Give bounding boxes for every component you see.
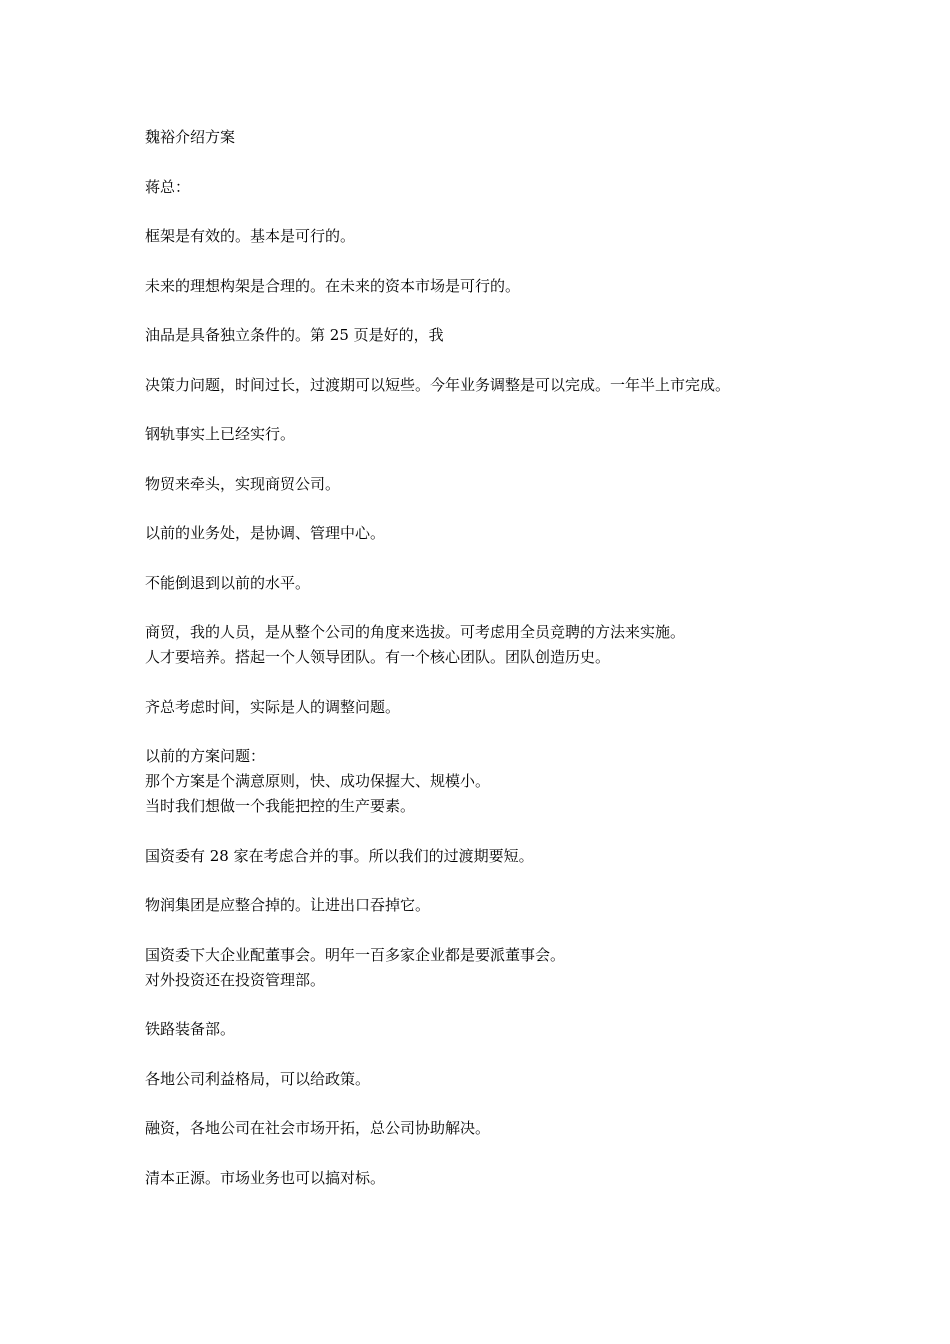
paragraph-line: 物润集团是应整合掉的。让进出口吞掉它。: [145, 896, 431, 914]
paragraph: [145, 521, 845, 546]
paragraph-list: [145, 224, 845, 1191]
paragraph-line: 未来的理想构架是合理的。在未来的资本市场是可行的。: [145, 276, 521, 295]
salutation-text: 蒋总：: [145, 177, 191, 196]
document-title: [145, 125, 845, 150]
paragraph-line: 那个方案是个满意原则，快、成功保握大、规模小。: [145, 772, 491, 790]
paragraph: [145, 422, 845, 447]
paragraph-line: 清本正源。市场业务也可以搞对标。: [145, 1168, 386, 1187]
paragraph-line: 不能倒退到以前的水平。: [145, 573, 311, 592]
paragraph: [145, 1067, 845, 1092]
paragraph-line: 物贸来牵头，实现商贸公司。: [145, 474, 341, 493]
title-text: 魏裕介绍方案: [145, 128, 236, 146]
paragraph-line: 决策力问题，时间过长，过渡期可以短些。今年业务调整是可以完成。一年半上市完成。: [145, 375, 731, 394]
paragraph: [145, 695, 845, 720]
paragraph-line: 融资，各地公司在社会市场开拓，总公司协助解决。: [145, 1119, 491, 1137]
document-body: [145, 125, 845, 1215]
paragraph-line: 人才要培养。搭起一个人领导团队。有一个核心团队。团队创造历史。: [145, 648, 611, 666]
paragraph-line: 各地公司利益格局，可以给政策。: [145, 1069, 371, 1088]
paragraph-line: 对外投资还在投资管理部。: [145, 970, 326, 989]
paragraph-line: 当时我们想做一个我能把控的生产要素。: [145, 797, 416, 815]
paragraph: [145, 844, 845, 869]
paragraph-line: 铁路装备部。: [145, 1020, 236, 1038]
paragraph-line: 油品是具备独立条件的。第 25 页是好的，我: [145, 326, 444, 344]
paragraph-line: 商贸，我的人员，是从整个公司的角度来选拔。可考虑用全员竞聘的方法来实施。: [145, 623, 686, 641]
paragraph-line: 以前的方案问题：: [145, 747, 266, 765]
paragraph-line: 国资委有 28 家在考虑合并的事。所以我们的过渡期要短。: [145, 846, 534, 865]
paragraph: [145, 1116, 845, 1141]
paragraph: [145, 373, 845, 398]
paragraph: [145, 1166, 845, 1191]
paragraph-line: 框架是有效的。基本是可行的。: [145, 227, 356, 245]
paragraph: [145, 620, 845, 670]
paragraph: [145, 744, 845, 819]
paragraph: [145, 571, 845, 596]
paragraph-line: 钢轨事实上已经实行。: [145, 425, 296, 443]
paragraph-line: 齐总考虑时间，实际是人的调整问题。: [145, 697, 401, 716]
paragraph-line: 国资委下大企业配董事会。明年一百多家企业都是要派董事会。: [145, 945, 566, 964]
salutation: [145, 175, 845, 200]
paragraph-line: 以前的业务处，是协调、管理中心。: [145, 524, 386, 542]
paragraph: [145, 1017, 845, 1042]
paragraph: [145, 323, 845, 348]
paragraph: [145, 472, 845, 497]
paragraph: [145, 224, 845, 249]
paragraph: [145, 943, 845, 993]
paragraph: [145, 274, 845, 299]
paragraph: [145, 893, 845, 918]
